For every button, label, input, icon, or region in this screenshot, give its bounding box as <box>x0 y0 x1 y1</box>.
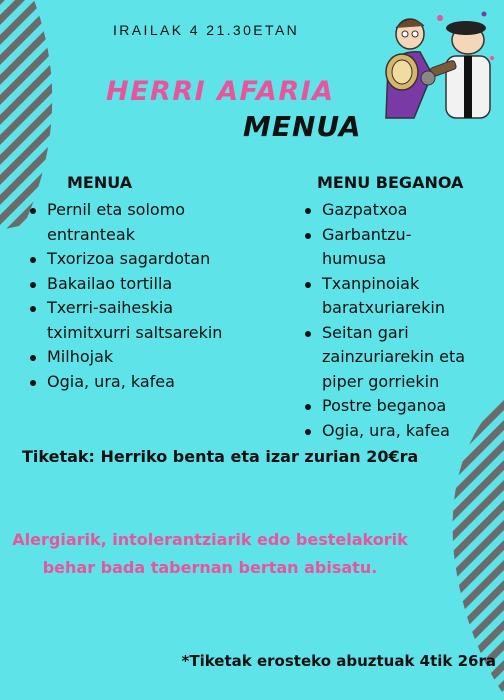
list-item: Garbantzu-humusa <box>300 223 475 272</box>
list-item: Milhojak <box>25 345 260 370</box>
list-item: Postre beganoa <box>300 394 475 419</box>
list-item: Ogia, ura, kafea <box>25 370 260 395</box>
menu-column <box>25 172 260 394</box>
event-title: HERRI AFARIA <box>106 76 335 107</box>
ticket-sale-footnote: *Tiketak erosteko abuztuak 4tik 26ra <box>181 652 496 670</box>
tickets-info: Tiketak: Herriko benta eta izar zurian 20€ra <box>22 447 419 466</box>
list-item: Gazpatxoa <box>300 198 475 223</box>
list-item: Pernil eta solomo entranteak <box>25 198 260 247</box>
event-date: IRAILAK 4 21.30ETAN <box>113 22 300 38</box>
list-item: Bakailao tortilla <box>25 272 260 297</box>
allergy-notice <box>0 526 420 582</box>
list-item: Txanpinoiak baratxuriarekin <box>300 272 475 321</box>
event-subtitle: MENUA <box>243 110 362 143</box>
list-item: Seitan gari zainzuriarekin eta piper gorriekin <box>300 321 475 395</box>
musicians-illustration <box>380 6 498 126</box>
allergy-line-1: Alergiarik, intolerantziarik edo bestelakorik <box>12 530 408 549</box>
list-item: Txorizoa sagardotan <box>25 247 260 272</box>
list-item: Txerri-saiheskia tximitxurri saltsarekin <box>25 296 260 345</box>
vegan-menu-heading: MENU BEGANOA <box>317 173 464 192</box>
allergy-line-2: behar bada tabernan bertan abisatu. <box>42 558 378 577</box>
menu-heading: MENUA <box>67 173 133 192</box>
menu-list <box>25 198 260 394</box>
vegan-menu-list <box>300 198 475 443</box>
vegan-menu-column <box>300 172 475 443</box>
list-item: Ogia, ura, kafea <box>300 419 475 444</box>
